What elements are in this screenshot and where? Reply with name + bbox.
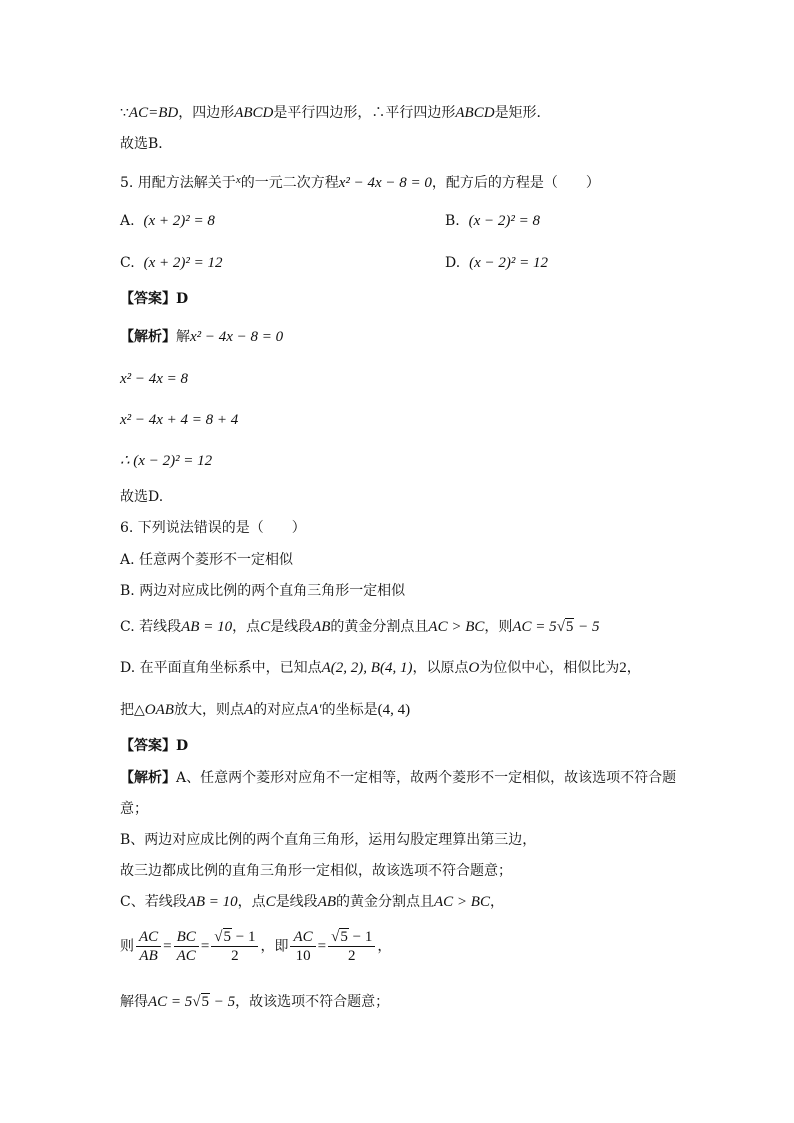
answer-value: D [176, 738, 189, 754]
math: − 5 [210, 994, 236, 1010]
math: AC > BC [428, 619, 485, 635]
text: ，四边形 [178, 105, 235, 121]
q5-analysis [120, 327, 283, 347]
text: ，则 [484, 619, 513, 635]
text: 解 [176, 329, 190, 345]
text: 是线段 [275, 894, 318, 910]
math: A [243, 702, 254, 718]
q6-analysis-a-1 [120, 768, 676, 788]
answer-value: D [176, 291, 189, 307]
text: C. 若线段 [120, 619, 182, 635]
fraction: $\frac{√5 - 1}{2}$ [328, 928, 375, 965]
q5-stem [120, 170, 600, 193]
text: 的坐标是 [321, 702, 378, 718]
text: D. 在平面直角坐标系中，已知点 [120, 660, 322, 676]
text: 的一元二次方程 [240, 175, 339, 191]
math-coord: (4, 4) [377, 702, 411, 718]
text: 的黄金分割点且 [336, 894, 435, 910]
math-var-x: x [235, 174, 241, 186]
math: C [265, 894, 276, 910]
text: C、若线段 [120, 894, 187, 910]
math: 2 [619, 660, 627, 676]
text: ，点 [232, 619, 261, 635]
fraction [290, 928, 315, 965]
answer-tag: 【答案】 [120, 291, 176, 307]
q5-answer [120, 289, 188, 309]
sqrt-radicand: 5 [340, 929, 348, 945]
numerator: AC [290, 928, 315, 947]
sqrt-radicand: 5 [565, 619, 574, 635]
numerator: AC [136, 928, 161, 947]
math: AB [317, 894, 337, 910]
math-step: x² − 4x = 8 [120, 371, 189, 387]
numerator: BC [174, 928, 199, 947]
denominator: 2 [231, 948, 239, 964]
q6-option-a: A. 任意两个菱形不一定相似 [120, 552, 294, 568]
q5-step-2 [120, 410, 238, 430]
sqrt-radicand: 5 [201, 994, 210, 1010]
text: 的黄金分割点且 [330, 619, 429, 635]
q5-option-b [445, 211, 540, 231]
q6-analysis-c-solve: 解得AC = 5√5 − 5，故该选项不符合题意； [120, 994, 390, 1010]
text: A、任意两个菱形对应角不一定相等，故两个菱形不一定相似，故该选项不符合题 [176, 770, 677, 786]
denominator: AC [176, 948, 196, 964]
text: ，故该选项不符合题意； [235, 994, 390, 1010]
analysis-tag: 【解析】 [120, 329, 176, 345]
q5-option-d [445, 253, 548, 273]
math-equation: x² − 4x − 8 = 0 [190, 329, 284, 345]
q6-answer [120, 736, 188, 756]
math: C [260, 619, 271, 635]
option-expr: (x + 2)² = 8 [143, 213, 215, 229]
text: 放大，则点 [173, 702, 244, 718]
option-label: C. [120, 255, 135, 271]
text: 是平行四边形，∴平行四边形 [273, 105, 456, 121]
q5-option-a [120, 211, 215, 231]
text: 解得 [120, 994, 148, 1010]
text: ，以原点 [412, 660, 469, 676]
numerator-rest: − 1 [232, 929, 256, 945]
q6-option-d-line-2 [120, 700, 410, 720]
math: AC = 5 [512, 619, 557, 635]
text: ， [489, 894, 504, 910]
math-abcd: ABCD [234, 105, 274, 121]
math: AC > BC [434, 894, 490, 910]
text: ，配方后的方程是（ ） [431, 175, 600, 191]
numerator-rest: − 1 [348, 929, 373, 945]
answer-tag: 【答案】 [120, 738, 176, 754]
text: 把△ [120, 702, 145, 718]
text: 的对应点 [253, 702, 310, 718]
text: 是矩形． [494, 105, 551, 121]
q5-option-c [120, 253, 222, 273]
option-expr: (x + 2)² = 12 [143, 255, 223, 271]
intro-line-2: 故选B． [120, 136, 173, 152]
text: 5. 用配方法解关于 [120, 175, 236, 191]
text: ，即 [260, 938, 289, 955]
math: − 5 [574, 619, 600, 635]
option-label: A. [120, 213, 135, 229]
math: AB = 10 [181, 619, 233, 635]
q6-option-c: C. 若线段AB = 10，点C是线段AB的黄金分割点且AC > BC，则AC = 5√5 − 5 [120, 619, 600, 635]
denominator: 10 [295, 948, 311, 964]
denominator: AB [139, 948, 158, 964]
math-step: ∴ (x − 2)² = 12 [120, 453, 213, 469]
math-points: A(2, 2), B(4, 1) [321, 660, 413, 676]
math: AB = 10 [186, 894, 238, 910]
analysis-tag: 【解析】 [120, 770, 176, 786]
math-ac-bd: AC=BD [128, 105, 179, 121]
q6-analysis-b-1: B、两边对应成比例的两个直角三角形，运用勾股定理算出第三边， [120, 832, 537, 848]
text: 则 [120, 938, 134, 955]
text: ，点 [237, 894, 266, 910]
option-expr: (x − 2)² = 12 [469, 255, 548, 271]
math: OAB [144, 702, 174, 718]
math-abcd: ABCD [455, 105, 495, 121]
text: 是线段 [270, 619, 313, 635]
because-symbol: ∵ [120, 105, 129, 121]
q6-analysis-a-2: 意； [120, 801, 148, 817]
math: AB [312, 619, 331, 635]
q6-fraction-line: 则 $\frac{AC}{AB}$ = $\frac{BC}{AC}$ = $\frac{√5 - 1}{2}$ ，即 $\frac{AC}{10}$ = $\frac{√5 - 1}{2}$ ， [120, 929, 392, 964]
q5-step-3 [120, 451, 212, 471]
q5-step-1 [120, 369, 188, 389]
q6-analysis-b-2: 故三边都成比例的直角三角形一定相似，故该选项不符合题意； [120, 863, 512, 879]
math-step: x² − 4x + 4 = 8 + 4 [120, 412, 239, 428]
option-expr: (x − 2)² = 8 [468, 213, 541, 229]
option-label: B. [445, 213, 460, 229]
math: O [468, 660, 480, 676]
q5-conclusion: 故选D. [120, 489, 164, 505]
sqrt-radicand: 5 [223, 929, 232, 945]
math-equation: x² − 4x − 8 = 0 [338, 175, 432, 191]
q6-analysis-c-1 [120, 892, 504, 912]
intro-line-1 [120, 103, 551, 123]
fraction: $\frac{√5 - 1}{2}$ [211, 928, 258, 965]
fraction [174, 928, 199, 965]
option-label: D. [445, 255, 461, 271]
denominator: 2 [347, 948, 356, 964]
fraction [136, 928, 161, 965]
math: AC = 5 [148, 994, 193, 1010]
q6-option-d-line-1 [120, 658, 641, 678]
text: 为位似中心，相似比为 [479, 660, 620, 676]
q6-stem: 6. 下列说法错误的是（ ） [120, 520, 306, 536]
q6-option-b: B. 两边对应成比例的两个直角三角形一定相似 [120, 583, 406, 599]
math: A′ [309, 702, 322, 718]
text: ， [377, 938, 392, 955]
text: ， [626, 660, 641, 676]
